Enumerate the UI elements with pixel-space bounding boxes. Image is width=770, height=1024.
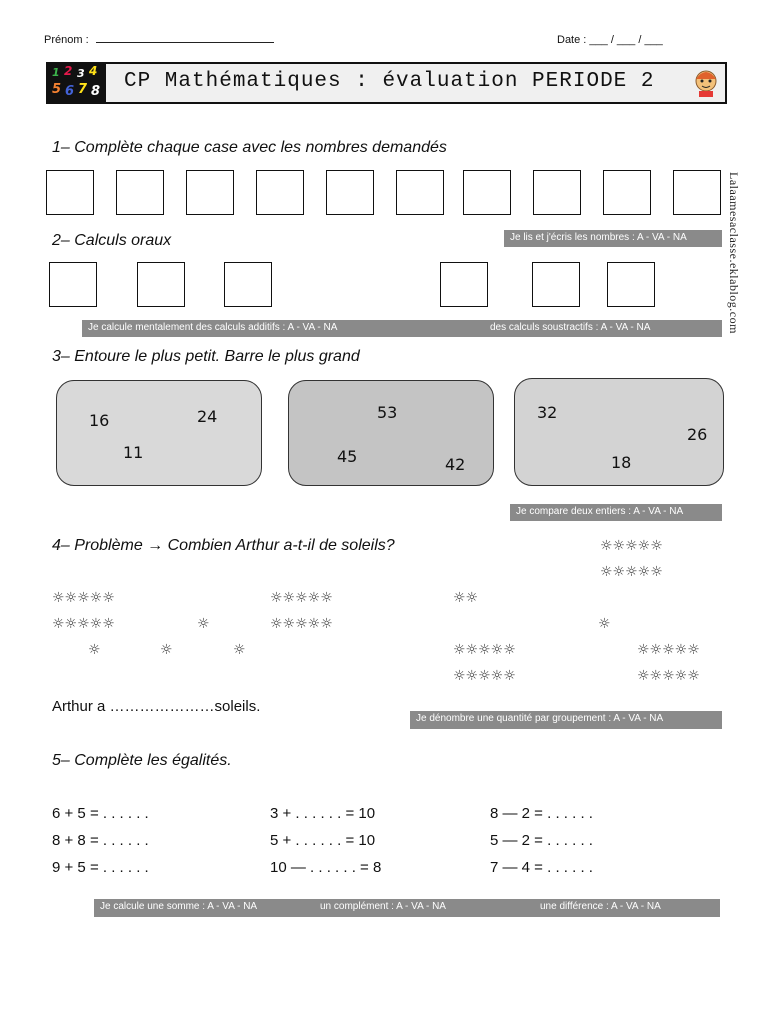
sun-group: ☼☼☼☼☼ — [600, 564, 663, 580]
sun-group: ☼ — [233, 642, 246, 658]
answer-box[interactable] — [463, 170, 511, 215]
answer-box[interactable] — [46, 170, 94, 215]
sun-group: ☼ — [88, 642, 101, 658]
ex1-title: 1– Complète chaque case avec les nombres demandés — [52, 139, 447, 156]
answer-box[interactable] — [186, 170, 234, 215]
sun-group: ☼☼☼☼☼ — [52, 590, 115, 606]
ex2-badge-right: des calculs soustractifs : A - VA - NA — [490, 322, 651, 333]
number-group-3 — [514, 378, 724, 486]
answer-box[interactable] — [607, 262, 655, 307]
ex5-title: 5– Complète les égalités. — [52, 752, 232, 769]
ex4-title: 4– Problème → Combien Arthur a-t-il de soleils? — [52, 537, 395, 554]
sun-group: ☼☼☼☼☼ — [52, 616, 115, 632]
answer-box[interactable] — [224, 262, 272, 307]
sun-group: ☼☼☼☼☼ — [270, 590, 333, 606]
group-number[interactable]: 11 — [123, 443, 144, 462]
equation[interactable]: 3 + . . . . . . = 10 — [270, 805, 376, 822]
ex4-answer-line[interactable]: Arthur a …………………soleils. — [52, 698, 261, 715]
ex5-badge-2: un complément : A - VA - NA — [320, 901, 446, 912]
group-number[interactable]: 24 — [197, 407, 218, 426]
ex5-badge-1: Je calcule une somme : A - VA - NA — [100, 901, 258, 912]
ex1-skill-badge: Je lis et j'écris les nombres : A - VA - NA — [504, 230, 722, 247]
equation[interactable]: 7 — 4 = . . . . . . — [490, 859, 593, 876]
answer-box[interactable] — [326, 170, 374, 215]
equation[interactable]: 6 + 5 = . . . . . . — [52, 805, 149, 822]
answer-box[interactable] — [440, 262, 488, 307]
number-group-1 — [56, 380, 262, 486]
sun-group: ☼☼☼☼☼ — [600, 538, 663, 554]
group-number[interactable]: 26 — [687, 425, 708, 444]
answer-box[interactable] — [533, 170, 581, 215]
answer-box[interactable] — [256, 170, 304, 215]
answer-box[interactable] — [673, 170, 721, 215]
prenom-label: Prénom : — [44, 34, 274, 46]
answer-box[interactable] — [396, 170, 444, 215]
answer-box[interactable] — [49, 262, 97, 307]
group-number[interactable]: 16 — [89, 411, 110, 430]
side-url-text: Lalaamesaclasse.eklablog.com — [727, 172, 741, 334]
answer-box[interactable] — [603, 170, 651, 215]
answer-box[interactable] — [532, 262, 580, 307]
ex2-title: 2– Calculs oraux — [52, 232, 172, 249]
ex2-badge-left: Je calcule mentalement des calculs additifs : A - VA - NA — [88, 322, 338, 333]
sun-group: ☼☼☼☼☼ — [453, 642, 516, 658]
ex2-skill-badge — [82, 320, 722, 337]
title-banner — [46, 62, 727, 104]
sun-group: ☼☼☼☼☼ — [637, 668, 700, 684]
date-label: Date : ___ / ___ / ___ — [557, 34, 663, 46]
equation[interactable]: 5 — 2 = . . . . . . — [490, 832, 593, 849]
equation[interactable]: 8 + 8 = . . . . . . — [52, 832, 149, 849]
group-number[interactable]: 18 — [611, 453, 632, 472]
sun-group: ☼☼ — [453, 590, 479, 606]
number-group-2 — [288, 380, 494, 486]
equation[interactable]: 5 + . . . . . . = 10 — [270, 832, 376, 849]
answer-box[interactable] — [137, 262, 185, 307]
sun-group: ☼☼☼☼☼ — [270, 616, 333, 632]
prenom-field[interactable] — [96, 42, 274, 43]
answer-box[interactable] — [116, 170, 164, 215]
equation[interactable]: 8 — 2 = . . . . . . — [490, 805, 593, 822]
sun-group: ☼☼☼☼☼ — [453, 668, 516, 684]
ex4-skill-badge: Je dénombre une quantité par groupement : A - VA - NA — [410, 711, 722, 729]
sun-group: ☼ — [197, 616, 210, 632]
numbers-logo-icon: 1 2 3 4 5 6 7 8 — [48, 64, 106, 102]
ex3-title: 3– Entoure le plus petit. Barre le plus grand — [52, 348, 360, 365]
equation[interactable]: 9 + 5 = . . . . . . — [52, 859, 149, 876]
group-number[interactable]: 32 — [537, 403, 558, 422]
group-number[interactable]: 45 — [337, 447, 358, 466]
sun-group: ☼☼☼☼☼ — [637, 642, 700, 658]
page-title: CP Mathématiques : évaluation PERIODE 2 — [124, 70, 655, 93]
group-number[interactable]: 53 — [377, 403, 398, 422]
sun-group: ☼ — [598, 616, 611, 632]
ex5-badge-3: une différence : A - VA - NA — [540, 901, 661, 912]
sun-group: ☼ — [160, 642, 173, 658]
equation[interactable]: 10 — . . . . . . = 8 — [270, 859, 382, 876]
group-number[interactable]: 42 — [445, 455, 466, 474]
ex5-skill-badge — [94, 899, 720, 917]
ex3-skill-badge: Je compare deux entiers : A - VA - NA — [510, 504, 722, 521]
character-icon — [691, 67, 721, 97]
